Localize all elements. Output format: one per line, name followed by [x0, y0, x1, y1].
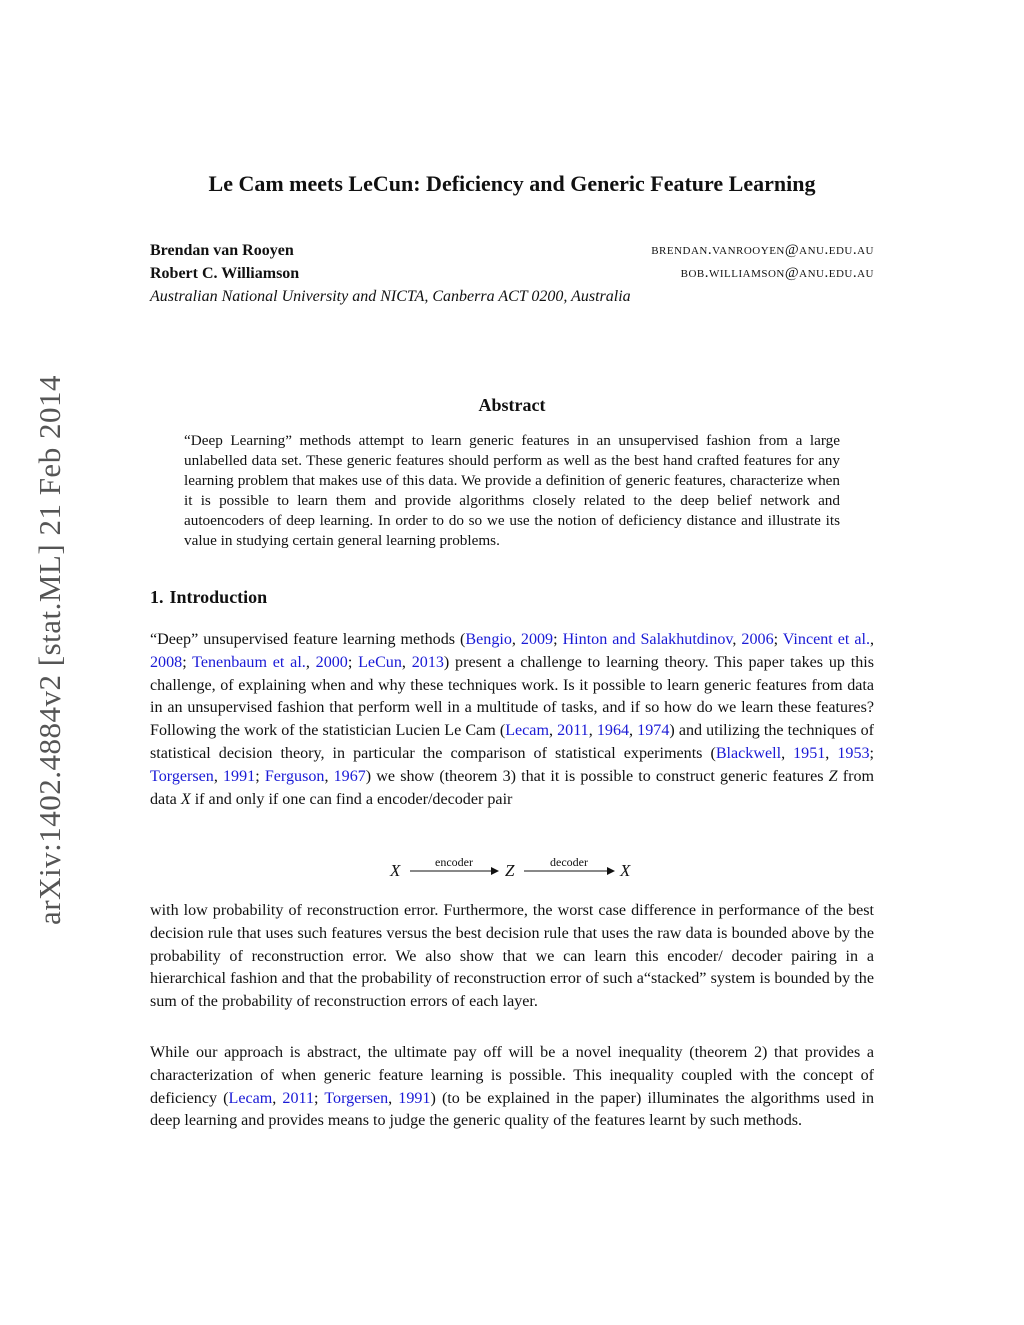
author-name: Robert C. Williamson [150, 265, 300, 282]
citation-link[interactable]: Lecam [505, 722, 549, 740]
author-name: Brendan van Rooyen [150, 242, 294, 259]
affiliation: Australian National University and NICTA, Canberra ACT 0200, Australia [150, 288, 631, 305]
section-heading-introduction [150, 587, 267, 608]
citation-link[interactable]: 2008 [150, 653, 183, 671]
paper-title: Le Cam meets LeCun: Deficiency and Generic Feature Learning [208, 171, 816, 196]
author-email[interactable]: bob.williamson@anu.edu.au [680, 265, 874, 281]
citation-link[interactable]: 2000 [315, 653, 348, 671]
author-email[interactable]: brendan.vanrooyen@anu.edu.au [651, 242, 874, 258]
citation-link[interactable]: 1967 [333, 767, 366, 785]
citation-link[interactable]: 2009 [520, 631, 554, 648]
abstract-heading: Abstract [478, 395, 546, 415]
diagram-x-right: X [620, 861, 631, 880]
math-variable: Z [828, 767, 838, 785]
citation-link[interactable]: Torgersen [150, 767, 214, 785]
author-row-2 [150, 262, 874, 285]
citation-link[interactable]: 2011 [557, 722, 589, 740]
author-block [150, 239, 874, 308]
intro-paragraph-3: While our approach is abstract, the ultimate pay off will be a novel inequality (theorem 2) that provides a characterization of when generic feature learning is possible. This inequality coupled with the concept of deficiency (Lecam, 2011; Torgersen, 1991) (to be explained in the paper) illuminates the algorithms used in deep learning and provides means to judge the generic quality of the features learnt by such methods. [150, 1044, 875, 1130]
citation-link[interactable]: LeCun [358, 653, 402, 671]
citation-link[interactable]: Vincent et al. [782, 631, 870, 648]
arxiv-sidebar [20, 355, 80, 945]
section-number: 1. [150, 587, 164, 607]
citation-link[interactable]: 2006 [741, 631, 774, 648]
citation-link[interactable]: Bengio [465, 631, 512, 648]
citation-link[interactable]: 1974 [637, 722, 670, 740]
math-variable: X [180, 790, 191, 808]
arxiv-identifier: arXiv:1402.4884v2 [stat.ML] 21 Feb 2014 [32, 375, 68, 925]
citation-link[interactable]: Ferguson [264, 767, 325, 785]
citation-link[interactable]: Lecam [228, 1089, 273, 1107]
citation-link[interactable]: Torgersen [324, 1089, 389, 1107]
diagram-decoder-label: decoder [550, 855, 588, 869]
citation-link[interactable]: 1991 [398, 1089, 431, 1107]
citation-link[interactable]: 1953 [837, 744, 870, 762]
citation-link[interactable]: 1991 [223, 767, 256, 785]
diagram-encoder-label: encoder [435, 855, 473, 869]
citation-link[interactable]: 2011 [282, 1089, 315, 1107]
diagram-x-left: X [390, 861, 401, 880]
abstract-text: “Deep Learning” methods attempt to learn generic features in an unsupervised fashion from a large unlabelled data set. These generic features should perform as well as the best hand crafted features for any learning problem that makes use of this data. We provide a definition of generic features, characterize when it is possible to learn them and provide algorithms closely related to the deep belief network and autoencoders of deep learning. In order to do so we use the notion of deficiency distance and illustrate its value in studying certain general learning problems. [184, 432, 840, 549]
diagram-z: Z [505, 861, 515, 880]
encoder-decoder-diagram [388, 853, 638, 887]
citation-link[interactable]: 1964 [596, 722, 630, 740]
citation-link[interactable]: Tenenbaum et al. [192, 653, 306, 671]
citation-link[interactable]: 1951 [793, 744, 826, 762]
section-title: Introduction [169, 587, 268, 607]
citation-link[interactable]: Blackwell [715, 744, 782, 762]
intro-paragraph-2: with low probability of reconstruction error. Furthermore, the worst case difference in performance of the best decision rule that uses such features versus the best decision rule that uses the raw data is bounded above by the probability of reconstruction error. We also show that we can learn this encoder/ decoder pairing in a hierarchical fashion and that the probability of reconstruction error of such a“stacked” system is bounded by the sum of the probability of reconstruction errors of each layer. [150, 902, 874, 1011]
citation-link[interactable]: 2013 [411, 653, 444, 671]
author-row-1 [150, 239, 874, 262]
citation-link[interactable]: Hinton and Salakhutdinov [562, 631, 733, 648]
intro-paragraph-1: “Deep” unsupervised feature learning methods (Bengio, 2009; Hinton and Salakhutdinov, 2006; Vincent et al., 2008; Tenenbaum et al., 2000; LeCun, 2013) present a challenge to learning theory. This paper takes up this challenge, of explaining when and why these techniques work. Is it possible to learn generic features from data in an unsupervised fashion that perform well in a multitude of tasks, and if so how do we learn these features? Following the work of the statistician Lucien Le Cam (Lecam, 2011, 1964, 1974) and utilizing the techniques of statistical decision theory, in particular the comparison of statistical experiments (Blackwell, 1951, 1953; Torgersen, 1991; Ferguson, 1967) we show (theorem 3) that it is possible to construct generic features Z from data X if and only if one can find a encoder/decoder pair [150, 631, 875, 808]
